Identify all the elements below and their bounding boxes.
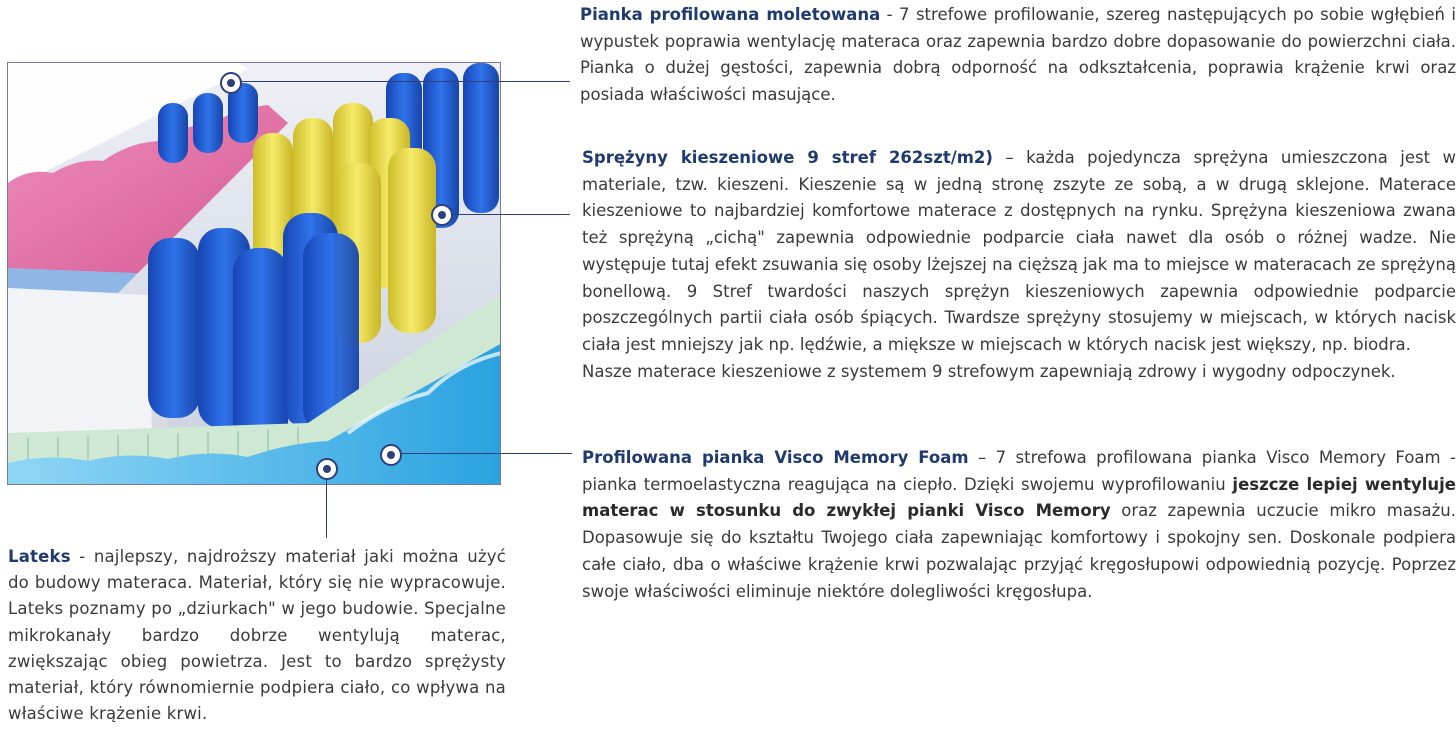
mattress-illustration xyxy=(7,62,501,485)
section-separator: – xyxy=(968,448,996,467)
callout-marker-visco xyxy=(381,445,401,465)
section-emphasis: jeszcze lepiej wentyluje materac w stosunku do zwykłej pianki Visco Memory xyxy=(582,474,1456,521)
section-title: Sprężyny kieszeniowe 9 stref 262szt/m2) xyxy=(582,148,993,167)
section-body: 7 strefowa profilowana pianka Visco Memory Foam - pianka termoelastyczna reagująca na ciepło. Dzięki swojemu wyprofilowaniu xyxy=(582,448,1456,494)
section-separator: - xyxy=(70,547,94,566)
callout-marker-latex xyxy=(317,459,337,479)
callout-line-visco xyxy=(400,453,572,454)
section-title: Pianka profilowana moletowana xyxy=(580,5,881,24)
section-title: Profilowana pianka Visco Memory Foam xyxy=(582,448,969,467)
callout-line-latex xyxy=(326,478,327,538)
callout-line-springs xyxy=(451,214,570,215)
section-latex xyxy=(8,544,506,727)
callout-line-foam xyxy=(240,81,570,82)
section-separator: – xyxy=(992,148,1027,167)
section-profiled-foam xyxy=(580,2,1456,109)
section-visco-foam xyxy=(582,445,1456,605)
section-body: 7 strefowe profilowanie, szereg następujących po sobie wgłębień i wypustek poprawia wentylację materaca oraz zapewnia bardzo dobre dopasowanie do powierzchni ciała. Pianka o dużej gęstości, zapewnia dobrą odporność na odkształcenia, poprawia krążenie krwi oraz posiada właściwości masujące. xyxy=(580,5,1456,105)
section-pocket-springs xyxy=(582,145,1456,385)
section-body: najlepszy, najdroższy materiał jaki można użyć do budowy materaca. Materiał, który się nie wypracowuje. Lateks poznamy po „dziurkach" w jego budowie. Specjalne mikrokanały bardzo dobrze wentylują materac, zwiększając obieg powietrza. Jest to bardzo sprężysty materiał, który równomiernie podpiera ciało, co wpływa na właściwe krążenie krwi. xyxy=(8,547,506,724)
section-body: każda pojedyncza sprężyna umieszczona jest w materiale, tzw. kieszeni. Kieszenie są w jedną stronę zszyte ze sobą, a w drugą sklejone. Materace kieszeniowe to najbardziej komfortowe materace z dostępnych na rynku. Sprężyna kieszeniowa zwana też sprężyną „cichą" zapewnia odpowiednie podparcie ciała nawet dla osób o różnej wadze. Nie występuje tutaj efekt zsuwania się osoby lżejszej na cięższą jak ma to miejsce w materacach ze sprężyną bonellową. 9 Stref twardości naszych sprężyn kieszeniowych zapewnia odpowiednie podparcie poszczególnych partii ciała osób śpiących. Twardsze sprężyny stosujemy w miejscach, w których nacisk ciała jest mniejszy jak np. lędźwie, a miększe w miejscach w których nacisk jest większy, np. biodra. xyxy=(582,148,1456,354)
section-title: Lateks xyxy=(8,547,71,566)
section-body-continued: oraz zapewnia uczucie mikro masażu. Dopasowuje się do kształtu Twojego ciała zapewniając komfortowy i spokojny sen. Doskonale podpiera całe ciało, dba o właściwe krążenie krwi pozwalając przyjąć kręgosłupowi odpowiednią pozycję. Poprzez swoje właściwości eliminuje niektóre dolegliwości kręgosłupa. xyxy=(582,501,1456,601)
callout-marker-foam xyxy=(221,73,241,93)
section-separator: - xyxy=(880,5,900,24)
callout-marker-springs xyxy=(432,205,452,225)
section-footer: Nasze materace kieszeniowe z systemem 9 strefowym zapewniają zdrowy i wygodny odpoczynek. xyxy=(582,361,1396,381)
